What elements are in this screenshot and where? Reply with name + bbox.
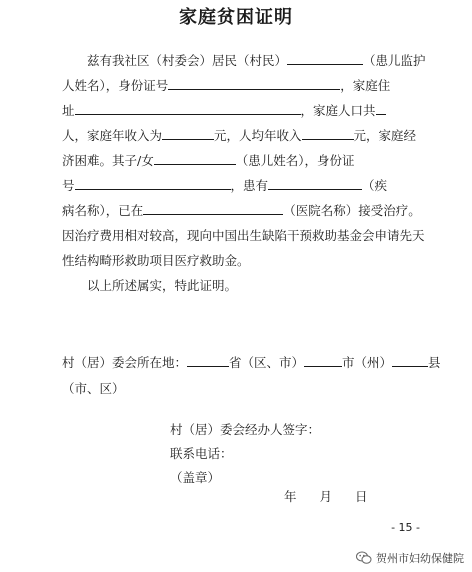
child-id-blank[interactable] xyxy=(75,175,231,190)
month-label: 月 xyxy=(319,489,333,504)
text-address-label: ，家庭住 xyxy=(340,78,391,93)
phone-label: 联系电话： xyxy=(170,446,233,461)
household-size-blank[interactable] xyxy=(376,100,386,115)
body-line-4 xyxy=(62,123,422,148)
text-hospital-prefix: 病名称），已在 xyxy=(62,203,144,218)
text-income-label: 人，家庭年收入为 xyxy=(62,128,163,143)
text-id-label: 人姓名），身份证号 xyxy=(62,78,169,93)
text-child-label: 济困难。其子/女 xyxy=(62,153,154,168)
county-blank[interactable] xyxy=(392,352,428,367)
day-label: 日 xyxy=(355,489,368,504)
watermark xyxy=(356,550,464,566)
city-label: 市（州） xyxy=(342,355,393,370)
text-guardian-label: （患儿监护 xyxy=(363,53,426,68)
text-hospital-label: （医院名称）接受治疗。 xyxy=(283,203,421,218)
guardian-name-blank[interactable] xyxy=(287,50,363,65)
text-disease-suffix: （疾 xyxy=(362,178,388,193)
text-economy-label: 元，家庭经 xyxy=(353,128,417,143)
body-line-2 xyxy=(62,73,422,98)
page-title: 家庭贫困证明 xyxy=(179,7,293,28)
body-line-7 xyxy=(62,198,422,223)
page-number: - 15 - xyxy=(391,521,420,534)
hospital-name-blank[interactable] xyxy=(143,200,283,215)
annual-income-blank[interactable] xyxy=(162,125,214,140)
date-line xyxy=(284,487,391,505)
text-resident: 兹有我社区（村委会）居民（村民） xyxy=(87,53,288,68)
body-line-10: 以上所述属实，特此证明。 xyxy=(87,278,238,293)
province-blank[interactable] xyxy=(187,352,229,367)
location-label: 村（居）委会所在地： xyxy=(62,355,188,370)
province-label: 省（区、市） xyxy=(229,355,305,370)
location-line-1 xyxy=(62,350,441,376)
per-capita-income-blank[interactable] xyxy=(302,125,354,140)
location-line-2: （市、区） xyxy=(62,381,125,396)
text-household-label: ，家庭人口共 xyxy=(300,103,376,118)
body-line-9: 性结构畸形救助项目医疗救助金。 xyxy=(62,253,250,268)
body-line-1 xyxy=(62,48,426,73)
signer-label: 村（居）委会经办人签字： xyxy=(170,422,321,437)
seal-label: （盖章） xyxy=(170,470,221,485)
body-line-8: 因治疗费用相对较高，现向中国出生缺陷干预救助基金会申请先天 xyxy=(62,228,425,243)
disease-name-blank[interactable] xyxy=(268,175,362,190)
guardian-id-blank[interactable] xyxy=(168,75,340,90)
text-id-suffix: 号 xyxy=(62,178,75,193)
year-label: 年 xyxy=(284,489,297,504)
address-blank[interactable] xyxy=(75,100,301,115)
county-label: 县 xyxy=(428,355,441,370)
watermark-text: 贺州市妇幼保健院 xyxy=(376,552,464,565)
text-address-label-2: 址 xyxy=(62,103,75,118)
wechat-icon xyxy=(356,551,372,565)
body-line-6 xyxy=(62,173,422,198)
child-name-blank[interactable] xyxy=(154,150,236,165)
text-child-id-label: （患儿姓名），身份证 xyxy=(235,153,355,168)
body-line-3 xyxy=(62,98,422,123)
signature-block xyxy=(170,418,320,490)
text-disease-label: ，患有 xyxy=(230,178,269,193)
text-per-capita-label: 元，人均年收入 xyxy=(214,128,302,143)
body-line-5 xyxy=(62,148,422,173)
certificate-body xyxy=(62,48,426,298)
city-blank[interactable] xyxy=(304,352,342,367)
